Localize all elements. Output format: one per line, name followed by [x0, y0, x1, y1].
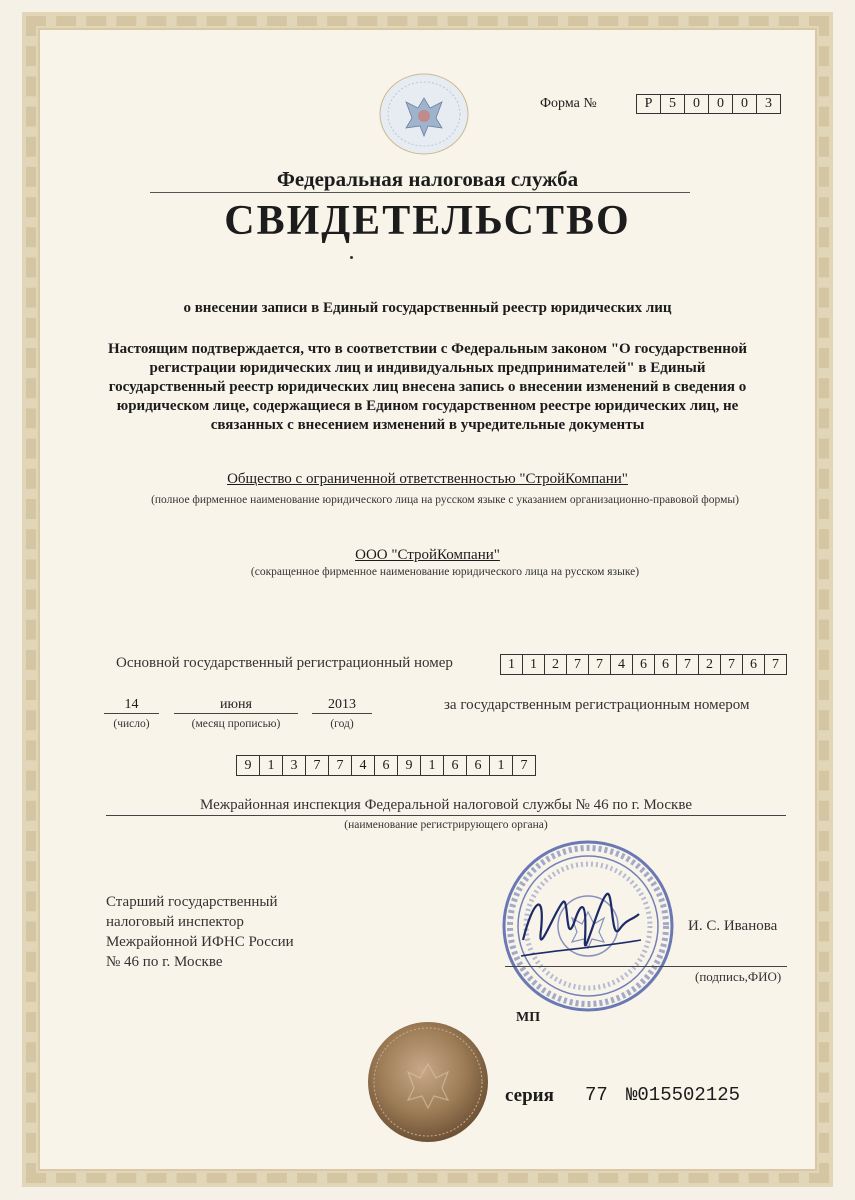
- official-title-line: № 46 по г. Москве: [106, 954, 223, 970]
- form-code-char: 3: [756, 94, 781, 114]
- grn-digit: 1: [259, 755, 282, 776]
- document-subtitle: о внесении записи в Единый государственный реестр юридических лиц: [183, 300, 672, 316]
- document-title: СВИДЕТЕЛЬСТВО: [224, 198, 631, 244]
- grn-digit: 9: [236, 755, 259, 776]
- ogrn-boxes: [500, 654, 787, 675]
- signature-icon: [515, 880, 645, 972]
- series-value: 77: [585, 1084, 608, 1106]
- ogrn-digit: 6: [654, 654, 676, 675]
- official-title-line: налоговый инспектор: [106, 914, 244, 930]
- date-day-caption: (число): [113, 718, 150, 730]
- registering-authority: Межрайонная инспекция Федеральной налоговой службы № 46 по г. Москве: [106, 797, 786, 816]
- date-month: июня: [174, 697, 298, 714]
- hologram-seal-icon: [366, 1020, 490, 1144]
- signature-line: [505, 966, 787, 967]
- series-label: серия: [505, 1085, 554, 1106]
- ogrn-digit: 1: [522, 654, 544, 675]
- grn-digit: 6: [466, 755, 489, 776]
- ogrn-digit: 7: [566, 654, 588, 675]
- form-code-char: Р: [636, 94, 660, 114]
- grn-digit: 3: [282, 755, 305, 776]
- ogrn-label: Основной государственный регистрационный номер: [116, 655, 453, 671]
- org-short-name: [0, 547, 855, 564]
- org-full-name-value: Общество с ограниченной ответственностью "СтройКомпани": [227, 471, 628, 487]
- grn-digit: 9: [397, 755, 420, 776]
- official-title-line: Старший государственный: [106, 894, 278, 910]
- registering-authority-caption: (наименование регистрирующего органа): [344, 819, 548, 831]
- ogrn-digit: 6: [632, 654, 654, 675]
- grn-digit: 1: [420, 755, 443, 776]
- dot-mark: [350, 256, 353, 259]
- ogrn-digit: 4: [610, 654, 632, 675]
- ogrn-digit: 7: [720, 654, 742, 675]
- ogrn-digit: 7: [676, 654, 698, 675]
- form-code-char: 5: [660, 94, 684, 114]
- org-full-name: [0, 471, 855, 488]
- grn-digit: 7: [328, 755, 351, 776]
- org-short-name-caption: (сокращенное фирменное наименование юридического лица на русском языке): [250, 566, 640, 578]
- signature-caption: (подпись,ФИО): [695, 969, 782, 984]
- signer-name: И. С. Иванова: [688, 918, 778, 934]
- date-day: 14: [104, 697, 159, 714]
- grn-digit: 7: [512, 755, 536, 776]
- grn-digit: 6: [374, 755, 397, 776]
- agency-name: Федеральная налоговая служба: [276, 167, 579, 191]
- form-number-label: Форма №: [540, 96, 597, 111]
- form-code-char: 0: [708, 94, 732, 114]
- ogrn-digit: 2: [544, 654, 566, 675]
- date-year: 2013: [312, 697, 372, 714]
- form-code-char: 0: [732, 94, 756, 114]
- official-title: [106, 892, 294, 972]
- org-full-name-caption: (полное фирменное наименование юридического лица на русском языке с указанием организационно-правовой формы): [151, 494, 739, 506]
- agency-underline: [150, 192, 690, 193]
- grn-label: за государственным регистрационным номером: [444, 697, 750, 713]
- date-year-caption: (год): [330, 718, 354, 730]
- official-title-line: Межрайонной ИФНС России: [106, 934, 294, 950]
- date-month-caption: (месяц прописью): [191, 718, 281, 730]
- grn-digit: 1: [489, 755, 512, 776]
- form-number-boxes: [636, 94, 781, 114]
- grn-digit: 7: [305, 755, 328, 776]
- ogrn-digit: 1: [500, 654, 522, 675]
- seal-place-label: МП: [516, 1010, 541, 1025]
- form-code-char: 0: [684, 94, 708, 114]
- org-short-name-value: ООО "СтройКомпани": [355, 547, 500, 563]
- certificate-number: №015502125: [626, 1084, 741, 1106]
- coat-of-arms-emblem-icon: [378, 72, 470, 156]
- ogrn-digit: 7: [764, 654, 787, 675]
- ogrn-digit: 7: [588, 654, 610, 675]
- certification-text: Настоящим подтверждается, что в соответствии с Федеральным законом "О государственной регистрации юридических лиц и индивидуальных предпринимателей" в Единый государственный реестр юридических лиц внесена запись о внесении изменений в сведения о юридическом лице, содержащиеся в Едином государственном реестре юридических лиц, не связанных с внесением изменений в учредительные документы: [107, 341, 748, 433]
- ogrn-digit: 6: [742, 654, 764, 675]
- grn-digit: 6: [443, 755, 466, 776]
- grn-boxes: [236, 755, 536, 776]
- ogrn-digit: 2: [698, 654, 720, 675]
- grn-digit: 4: [351, 755, 374, 776]
